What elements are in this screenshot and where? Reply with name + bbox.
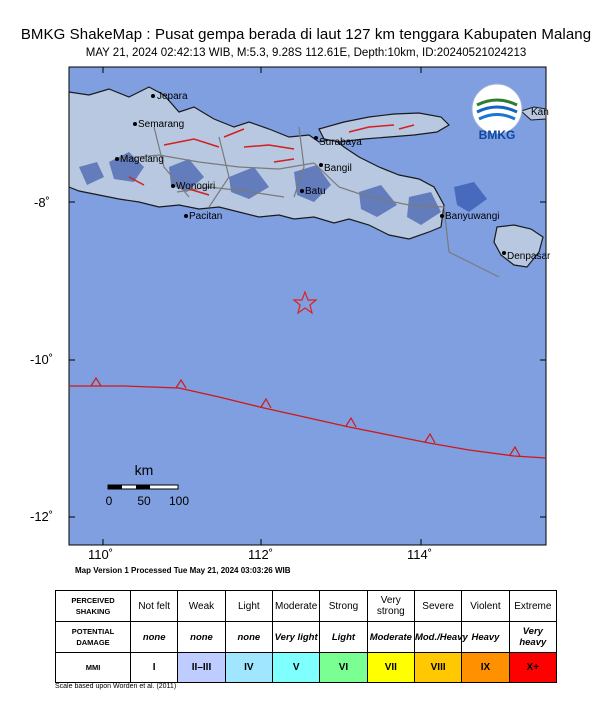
map-title: BMKG ShakeMap : Pusat gempa berada di laut 127 km tenggara Kabupaten Malang [20,26,592,43]
lon-tick-112: 112˚ [248,547,274,562]
legend-row-damage [56,622,557,653]
shaking-cell: Severe [414,591,461,622]
mmi-cell: VII [367,653,414,683]
damage-cell: none [225,622,272,653]
damage-cell: Very heavy [509,622,556,653]
damage-cell: none [131,622,178,653]
mmi-cell: X+ [509,653,556,683]
shakemap [69,67,551,545]
city-bangil: Bangil [324,163,352,174]
lon-tick-114: 114˚ [407,547,433,562]
damage-cell: Mod./Heavy [414,622,461,653]
legend-header-mmi: MMI [56,653,131,683]
scale-title: km [134,462,154,478]
event-details: MAY 21, 2024 02:42:13 WIB, M:5.3, 9.28S 112.61E, Depth:10km, ID:20240521024213 [85,47,527,59]
mmi-cell: VI [320,653,367,683]
mmi-cell: I [131,653,178,683]
city-denpasar: Denpasar [507,251,551,262]
city-dot [133,122,137,126]
damage-cell: Very light [272,622,319,653]
mmi-cell: II–III [178,653,225,683]
intensity-legend [55,590,557,683]
city-dot [151,94,155,98]
map-version-text: Map Version 1 Processed Tue May 21, 2024 03:03:26 WIB [75,566,291,575]
scale-tick-50: 50 [137,494,151,508]
city-dot [184,214,188,218]
damage-cell: Light [320,622,367,653]
city-dot [300,189,304,193]
city-batu: Batu [305,186,326,197]
mmi-cell: IX [462,653,509,683]
shaking-cell: Extreme [509,591,556,622]
mmi-cell: VIII [414,653,461,683]
mmi-cell: V [272,653,319,683]
shakemap-frame [69,67,551,545]
city-magelang: Magelang [120,154,164,165]
city-kan: Kan [531,107,549,118]
city-dot [319,163,323,167]
shaking-cell: Very strong [367,591,414,622]
damage-cell: Moderate [367,622,414,653]
city-banyuwangi: Banyuwangi [445,211,500,222]
city-surabaya: Surabaya [319,137,362,148]
city-wonogiri: Wonogiri [176,181,216,192]
damage-cell: none [178,622,225,653]
shaking-cell: Weak [178,591,225,622]
scale-note: Scale based upon Worden et al. (2011) [55,683,177,690]
scale-tick-100: 100 [168,494,190,508]
city-pacitan: Pacitan [189,211,223,222]
city-dot [314,136,318,140]
city-dot [171,184,175,188]
city-dot [440,214,444,218]
shaking-cell: Not felt [131,591,178,622]
shaking-cell: Strong [320,591,367,622]
shaking-cell: Light [225,591,272,622]
lat-tick-12: -12˚ [30,509,54,524]
city-semarang: Semarang [138,119,185,130]
legend-header-damage: POTENTIAL DAMAGE [56,622,131,653]
bmkg-logo [472,84,522,142]
lat-tick-10: -10˚ [30,352,54,367]
legend-row-mmi [56,653,557,683]
scale-tick-0: 0 [105,494,113,508]
mmi-cell: IV [225,653,272,683]
legend-header-shaking: PERCEIVED SHAKING [56,591,131,622]
city-jepara: Jepara [157,91,188,102]
city-dot [502,251,506,255]
city-dot [115,157,119,161]
lat-tick-8: -8˚ [34,195,50,210]
shaking-cell: Violent [462,591,509,622]
legend-row-shaking [56,591,557,622]
shaking-cell: Moderate [272,591,319,622]
damage-cell: Heavy [462,622,509,653]
lon-tick-110: 110˚ [88,547,114,562]
bmkg-logo-text: BMKG [478,128,516,142]
